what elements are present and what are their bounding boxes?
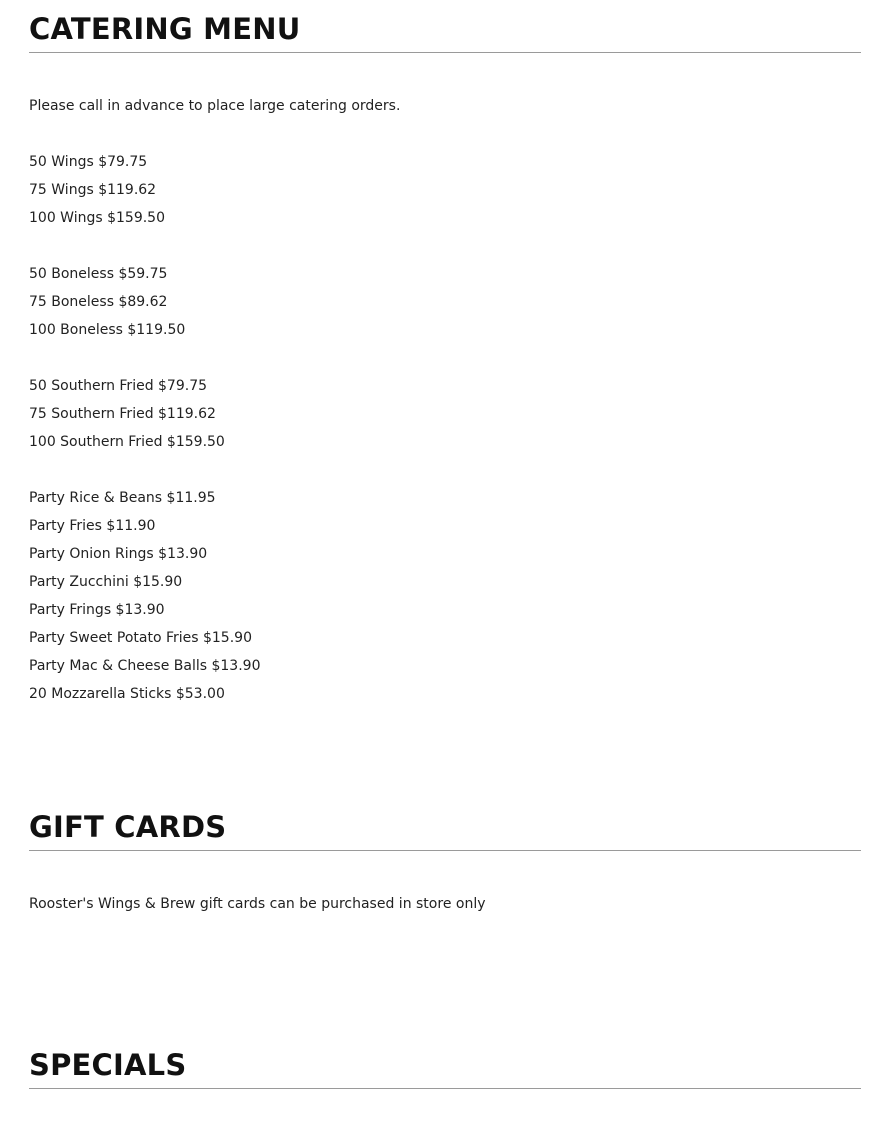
- menu-item: 100 Southern Fried $159.50: [29, 434, 225, 450]
- spacer: [29, 232, 861, 260]
- menu-item: Party Mac & Cheese Balls $13.90: [29, 658, 261, 674]
- menu-item: Party Rice & Beans $11.95: [29, 490, 216, 506]
- menu-item: 100 Boneless $119.50: [29, 322, 186, 338]
- spacer: [29, 120, 861, 148]
- menu-item: 50 Wings $79.75: [29, 154, 148, 170]
- menu-item: 75 Boneless $89.62: [29, 294, 168, 310]
- menu-item: 75 Wings $119.62: [29, 182, 157, 198]
- menu-item: Party Fries $11.90: [29, 518, 156, 534]
- gift-cards-section: [29, 809, 861, 851]
- gift-cards-title: GIFT CARDS: [29, 810, 227, 844]
- menu-item: Party Sweet Potato Fries $15.90: [29, 630, 252, 646]
- menu-item: 20 Mozzarella Sticks $53.00: [29, 686, 225, 702]
- catering-section: [29, 11, 861, 53]
- catering-body: [29, 92, 861, 708]
- gift-cards-body: [29, 890, 861, 918]
- catering-divider: [29, 52, 861, 53]
- specials-title: SPECIALS: [29, 1048, 187, 1082]
- menu-item: 100 Wings $159.50: [29, 210, 165, 226]
- gift-cards-text: Rooster's Wings & Brew gift cards can be purchased in store only: [29, 896, 486, 912]
- specials-section: [29, 1047, 861, 1089]
- gift-cards-divider: [29, 850, 861, 851]
- menu-item: 50 Boneless $59.75: [29, 266, 168, 282]
- specials-divider: [29, 1088, 861, 1089]
- menu-item: Party Zucchini $15.90: [29, 574, 183, 590]
- menu-item: Party Frings $13.90: [29, 602, 165, 618]
- spacer: [29, 456, 861, 484]
- menu-item: 75 Southern Fried $119.62: [29, 406, 216, 422]
- catering-intro: Please call in advance to place large catering orders.: [29, 98, 401, 114]
- menu-item: 50 Southern Fried $79.75: [29, 378, 208, 394]
- catering-title: CATERING MENU: [29, 12, 301, 46]
- menu-item: Party Onion Rings $13.90: [29, 546, 208, 562]
- spacer: [29, 344, 861, 372]
